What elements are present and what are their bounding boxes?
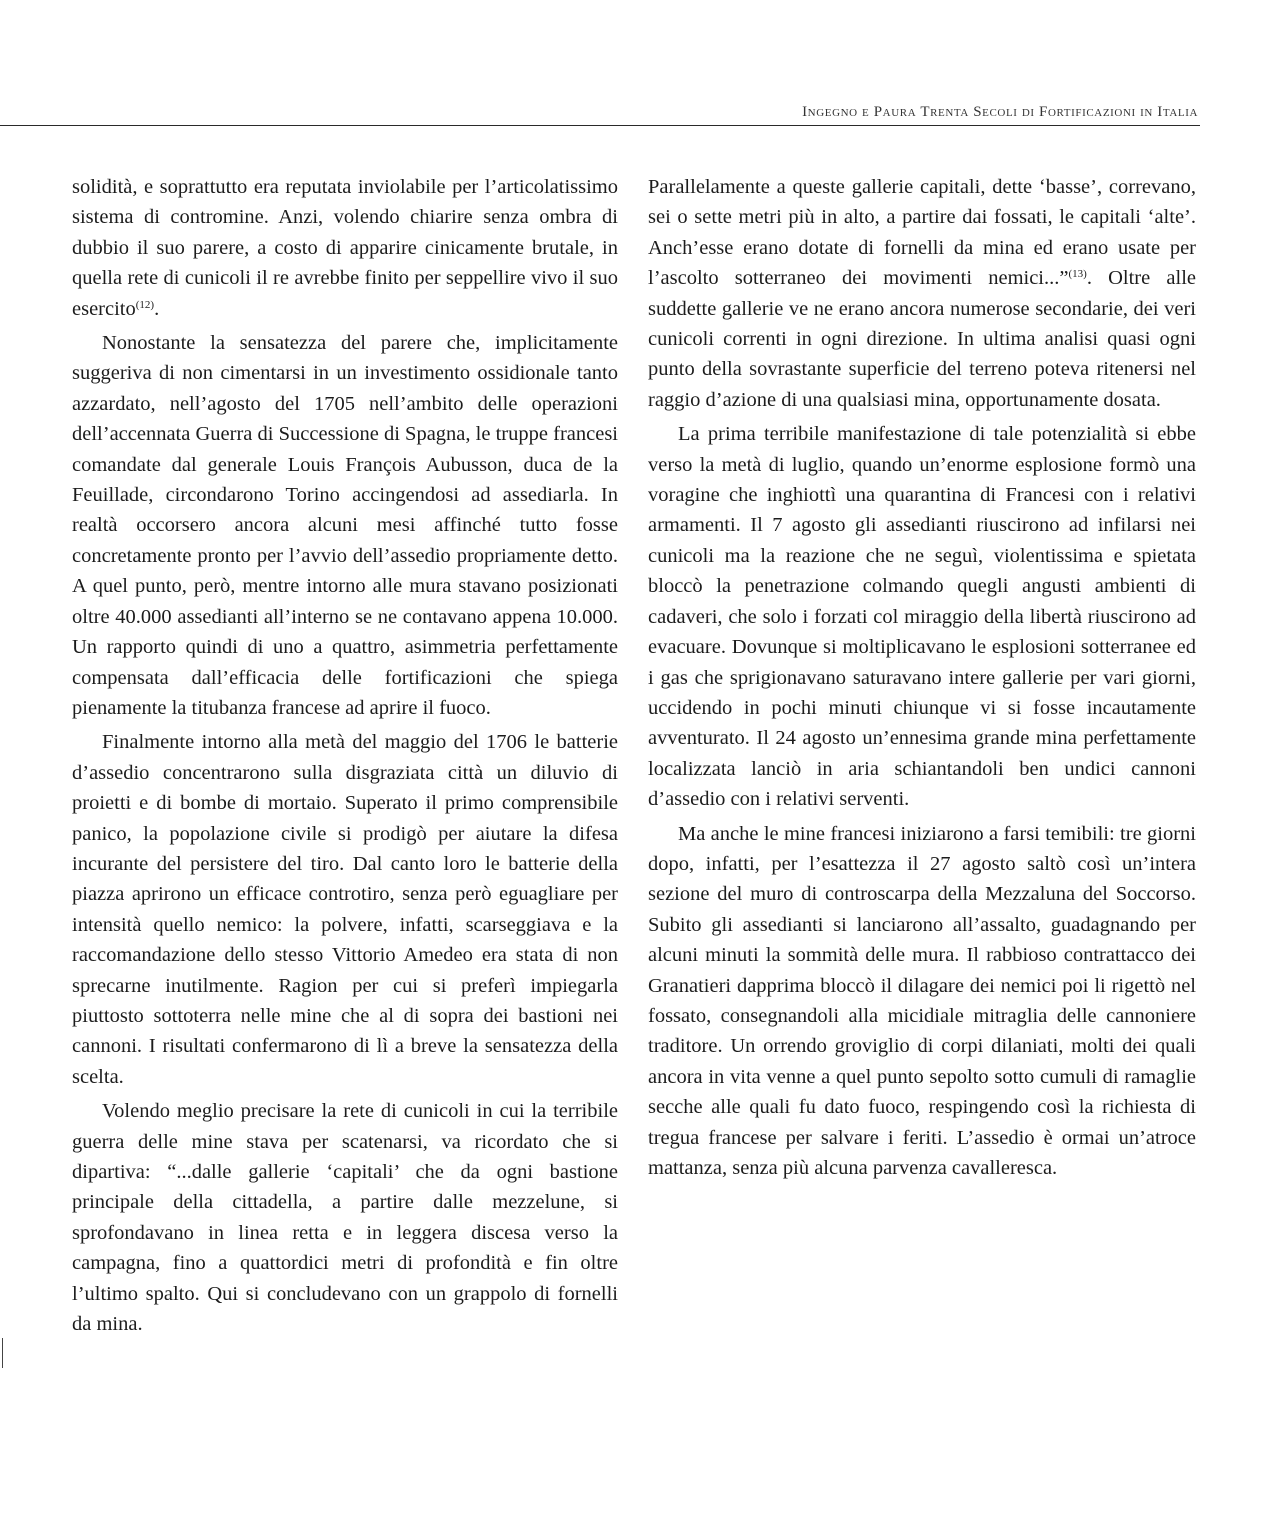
paragraph: Volendo meglio precisare la rete di cunicoli in cui la terribile guerra delle mine stava per scatenarsi, va ricordato che si dipartiva: “...dalle gallerie ‘capitali’ che da ogni bastione principale della cittadella, a partire dalle mezzelune, si sprofondavano in linea retta e in leggera discesa verso la campagna, fino a quattordici metri di profondità e fin oltre l’ultimo spalto. Qui si concludevano con un grappolo di fornelli da mina. [72,1100,618,1336]
footnote-ref: (12) [135,298,155,311]
scan-edge-mark [2,1338,7,1368]
right-text-column [648,172,1196,1187]
header-rule [0,125,1200,126]
paragraph: Finalmente intorno alla metà del maggio del 1706 le batterie d’assedio concentrarono sulla disgraziata città un diluvio di proietti e di bombe di mortaio. Superato il primo comprensibile panico, la popolazione civile si prodigò per aiutare la difesa incurante del persistere del tiro. Dal canto loro le batterie della piazza aprirono un efficace controtiro, senza però eguagliare per intensità quello nemico: la polvere, infatti, scarseggiava e la raccomandazione dello stesso Vittorio Amedeo era stata di non sprecarne inutilmente. Ragion per cui si preferì impiegarla piuttosto sottoterra nelle mine che al di sopra dei bastioni nei cannoni. I risultati confermarono di lì a breve la sensatezza della scelta. [72,731,618,1088]
left-text-column [72,172,618,1343]
paragraph: Ma anche le mine francesi iniziarono a farsi temibili: tre giorni dopo, infatti, per l’esattezza il 27 agosto saltò così un’intera sezione del muro di controscarpa della Mezzaluna del Soccorso. Subito gli assedianti si lanciarono all’assalto, guadagnando per alcuni minuti la sommità delle mura. Il rabbioso contrattacco dei Granatieri dapprima bloccò il dilagare dei nemici poi li rigettò nel fossato, consegnandoli alla micidiale mitraglia delle cannoniere traditore. Un orrendo groviglio di corpi dilaniati, molti dei quali ancora in vita venne a quel punto sepolto sotto cumuli di ramaglie secche alle quali fu dato fuoco, respingendo così la richiesta di tregua francese per salvare i feriti. L’assedio è ormai un’atroce mattanza, senza più alcuna parvenza cavalleresca. [648,822,1196,1179]
paragraph: Nonostante la sensatezza del parere che, implicitamente suggeriva di non cimentarsi in un investimento ossidionale tanto azzardato, nell’agosto del 1705 nell’ambito delle operazioni dell’accennata Guerra di Successione di Spagna, le truppe francesi comandate dal generale Louis François Aubusson, duca de la Feuillade, circondarono Torino accingendosi ad assediarla. In realtà occorsero ancora alcuni mesi affinché tutto fosse concretamente pronto per l’avvio dell’assedio propriamente detto. A quel punto, però, mentre intorno alle mura stavano posizionati oltre 40.000 assedianti all’interno se ne contavano appena 10.000. Un rapporto quindi di uno a quattro, asimmetria perfettamente compensata dall’efficacia delle fortificazioni che spiega pienamente la titubanza francese ad aprire il fuoco. [72,332,618,719]
paragraph [72,172,618,324]
footnote-ref: (13) [1068,268,1087,281]
paragraph-text: Parallelamente a queste gallerie capitali, dette ‘basse’, correvano, sei o sette metri più in alto, a partire dai fossati, le capitali ‘alte’. Anch’esse erano dotate di fornelli da mina ed erano usate per l’ascolto sotterraneo dei movimenti nemici...” [648,176,1196,290]
paragraph [648,172,1196,415]
paragraph-text: solidità, e soprattutto era reputata inviolabile per l’articolatissimo sistema di contromine. Anzi, volendo chiarire senza ombra di dubbio il suo parere, a costo di apparire cinicamente brutale, in quella rete di cunicoli il re avrebbe finito per seppellire vivo il suo esercito [72,176,618,320]
paragraph-text: . Oltre alle suddette gallerie ve ne erano ancora numerose secondarie, dei veri cunicoli correnti in ogni direzione. In ultima analisi quasi ogni punto della sovrastante superficie del terreno poteva ritenersi nel raggio d’azione di una qualsiasi mina, opportunamente dosata. [648,267,1196,411]
running-header-title: Ingegno e Paura Trenta Secoli di Fortificazioni in Italia [802,104,1198,120]
paragraph: La prima terribile manifestazione di tale potenzialità si ebbe verso la metà di luglio, quando un’enorme esplosione formò una voragine che inghiottì una quarantina di Francesi con i relativi armamenti. Il 7 agosto gli assedianti riuscirono ad infilarsi nei cunicoli ma la reazione che ne seguì, violentissima e spietata bloccò la penetrazione colmando quegli angusti ambienti di cadaveri, che solo i forzati col miraggio della libertà riuscirono ad evacuare. Dovunque si moltiplicavano le esplosioni sotterranee ed i gas che sprigionavano saturavano intere gallerie per vari giorni, uccidendo in pochi minuti chiunque vi si fosse incautamente avventurato. Il 24 agosto un’ennesima grande mina perfettamente localizzata lanciò in aria schiantandoli ben undici cannoni d’assedio con i relativi serventi. [648,423,1196,811]
paragraph-text: . [154,297,160,320]
